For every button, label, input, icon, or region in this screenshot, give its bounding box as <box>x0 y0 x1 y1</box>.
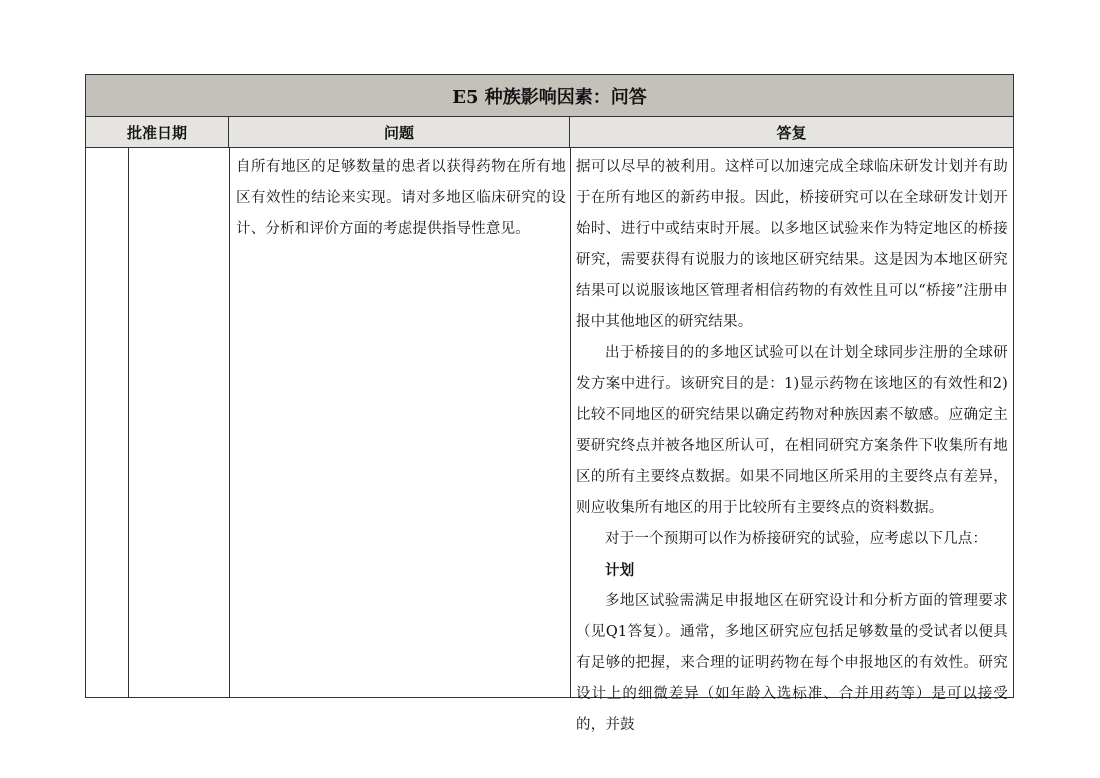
column-divider <box>229 148 230 697</box>
date-subcell-a <box>86 148 128 697</box>
answer-subheading-plan: 计划 <box>605 562 635 579</box>
qa-table <box>85 74 1014 733</box>
header-question: 问题 <box>229 117 570 147</box>
answer-paragraph-2: 出于桥接目的的多地区试验可以在计划全球同步注册的全球研发方案中进行。该研究目的是：1)显示药物在该地区的有效性和2) 比较不同地区的研究结果以确定药物对种族因素不敏感。应确定主要研究终点并被各地区所认可，在相同研究方案条件下收集所有地区的所有主要终点数据。如果不同地区所采用的主要终点有差异，则应收集所有地区的用于比较所有主要终点的资料数据。 <box>576 345 1008 516</box>
header-approval-date: 批准日期 <box>86 117 229 147</box>
table-title: E5 种族影响因素：问答 <box>86 75 1013 117</box>
answer-paragraph-3: 对于一个预期可以作为桥接研究的试验，应考虑以下几点： <box>605 531 988 547</box>
table-row <box>86 148 1013 733</box>
table-header-row <box>86 117 1013 148</box>
column-divider <box>570 148 571 697</box>
question-cell: 自所有地区的足够数量的患者以获得药物在所有地区有效性的结论来实现。请对多地区临床研究的设计、分析和评价方面的考虑提供指导性意见。 <box>236 159 566 237</box>
answer-paragraph-4: 多地区试验需满足申报地区在研究设计和分析方面的管理要求（见Q1答复）。通常，多地区研究应包括足够数量的受试者以便具有足够的把握，来合理的证明药物在每个申报地区的有效性。研究设计上的细微差异（如年龄入选标准、合并用药等）是可以接受的，并鼓 <box>576 593 1008 733</box>
date-subcell-b <box>129 148 229 697</box>
header-answer: 答复 <box>776 123 807 142</box>
answer-paragraph-1: 据可以尽早的被利用。这样可以加速完成全球临床研发计划并有助于在所有地区的新药申报。因此，桥接研究可以在全球研发计划开始时、进行中或结束时开展。以多地区试验来作为特定地区的桥接研究，需要获得有说服力的该地区研究结果。这是因为本地区研究结果可以说服该地区管理者相信药物的有效性且可以“桥接”注册申报中其他地区的研究结果。 <box>576 159 1008 330</box>
answer-cell <box>576 152 1008 741</box>
